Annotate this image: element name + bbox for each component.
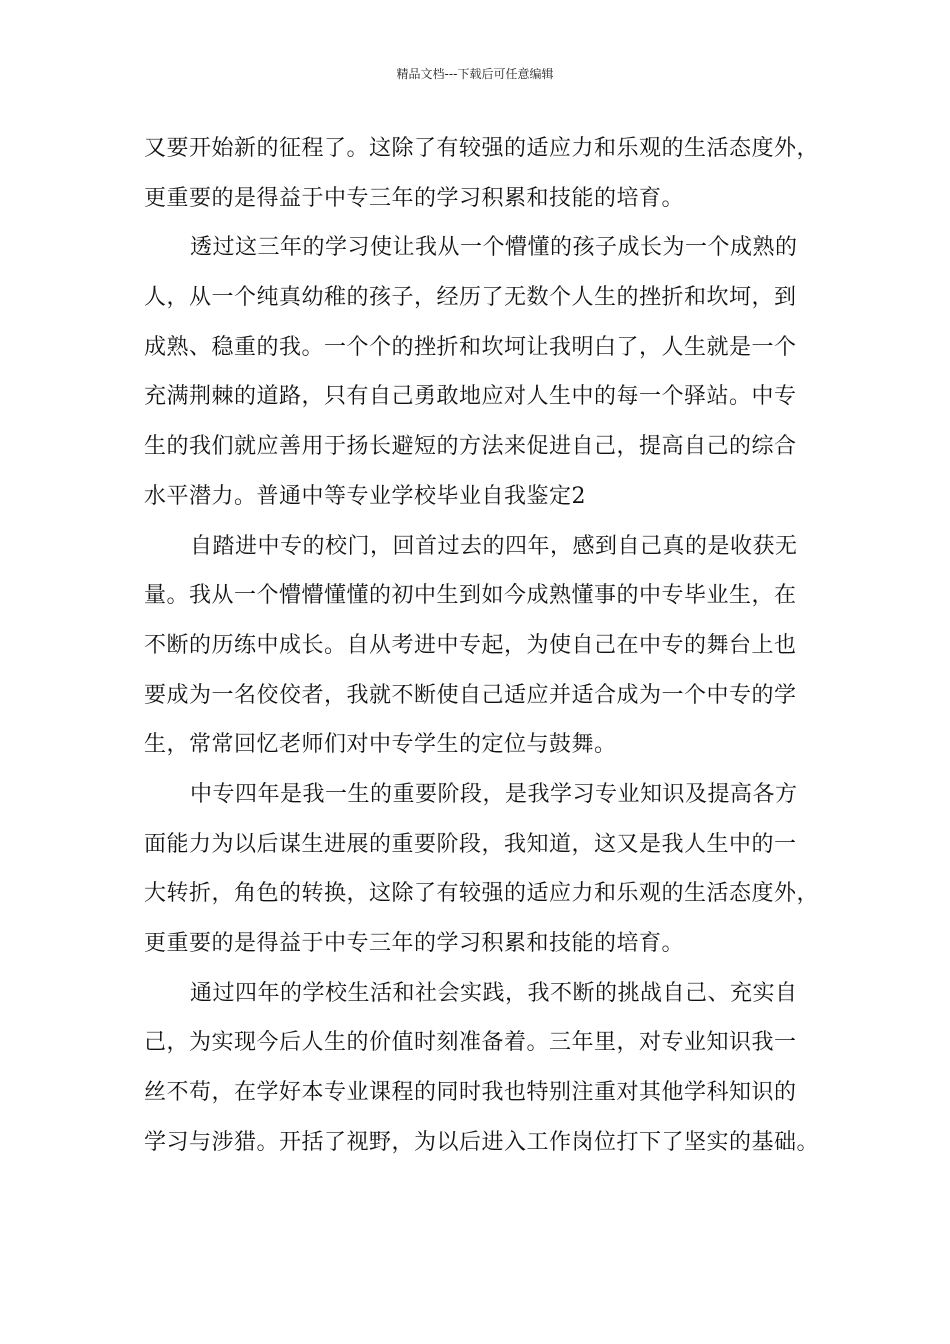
text-line: 又要开始新的征程了。这除了有较强的适应力和乐观的生活态度外， [144, 136, 820, 161]
text-line: 大转折，角色的转换，这除了有较强的适应力和乐观的生活态度外， [144, 881, 820, 907]
text-line: 量。我从一个懵懵懂懂的初中生到如今成熟懂事的中专毕业生，在 [144, 583, 797, 609]
text-line: 成熟、稳重的我。一个个的挫折和坎坷让我明白了，人生就是一个 [144, 334, 797, 360]
text-line: 自踏进中专的校门，回首过去的四年，感到自己真的是收获无 [190, 533, 798, 559]
text-line: 更重要的是得益于中专三年的学习积累和技能的培育。 [144, 185, 685, 211]
page-header: 精品文档---下载后可任意编辑 [396, 67, 554, 81]
text-line: 面能力为以后谋生进展的重要阶段，我知道，这又是我人生中的一 [144, 831, 797, 857]
text-line: 要成为一名佼佼者，我就不断使自己适应并适合成为一个中专的学 [144, 682, 797, 708]
text-line: 己，为实现今后人生的价值时刻准备着。三年里，对专业知识我一 [144, 1030, 797, 1056]
text-line: 充满荆棘的道路，只有自己勇敢地应对人生中的每一个驿站。中专 [144, 384, 797, 410]
text-line: 不断的历练中成长。自从考进中专起，为使自己在中专的舞台上也 [144, 632, 797, 658]
text-line: 更重要的是得益于中专三年的学习积累和技能的培育。 [144, 931, 685, 956]
text-line: 中专四年是我一生的重要阶段，是我学习专业知识及提高各方 [190, 781, 798, 807]
text-line: 学习与涉猎。开括了视野，为以后进入工作岗位打下了坚实的基础。 [144, 1129, 820, 1155]
text-line: 透过这三年的学习使让我从一个懵懂的孩子成长为一个成熟的 [190, 235, 798, 261]
text-line: 丝不苟，在学好本专业课程的同时我也特别注重对其他学科知识的 [144, 1080, 797, 1106]
text-line: 通过四年的学校生活和社会实践，我不断的挑战自己、充实自 [190, 980, 798, 1006]
text-line: 人，从一个纯真幼稚的孩子，经历了无数个人生的挫折和坎坷，到 [144, 285, 797, 311]
text-line: 生，常常回忆老师们对中专学生的定位与鼓舞。 [144, 732, 617, 758]
text-line: 水平潜力。普通中等专业学校毕业自我鉴定2 [144, 483, 586, 509]
document-body [144, 124, 824, 1167]
text-line: 生的我们就应善用于扬长避短的方法来促进自己，提高自己的综合 [144, 434, 797, 460]
